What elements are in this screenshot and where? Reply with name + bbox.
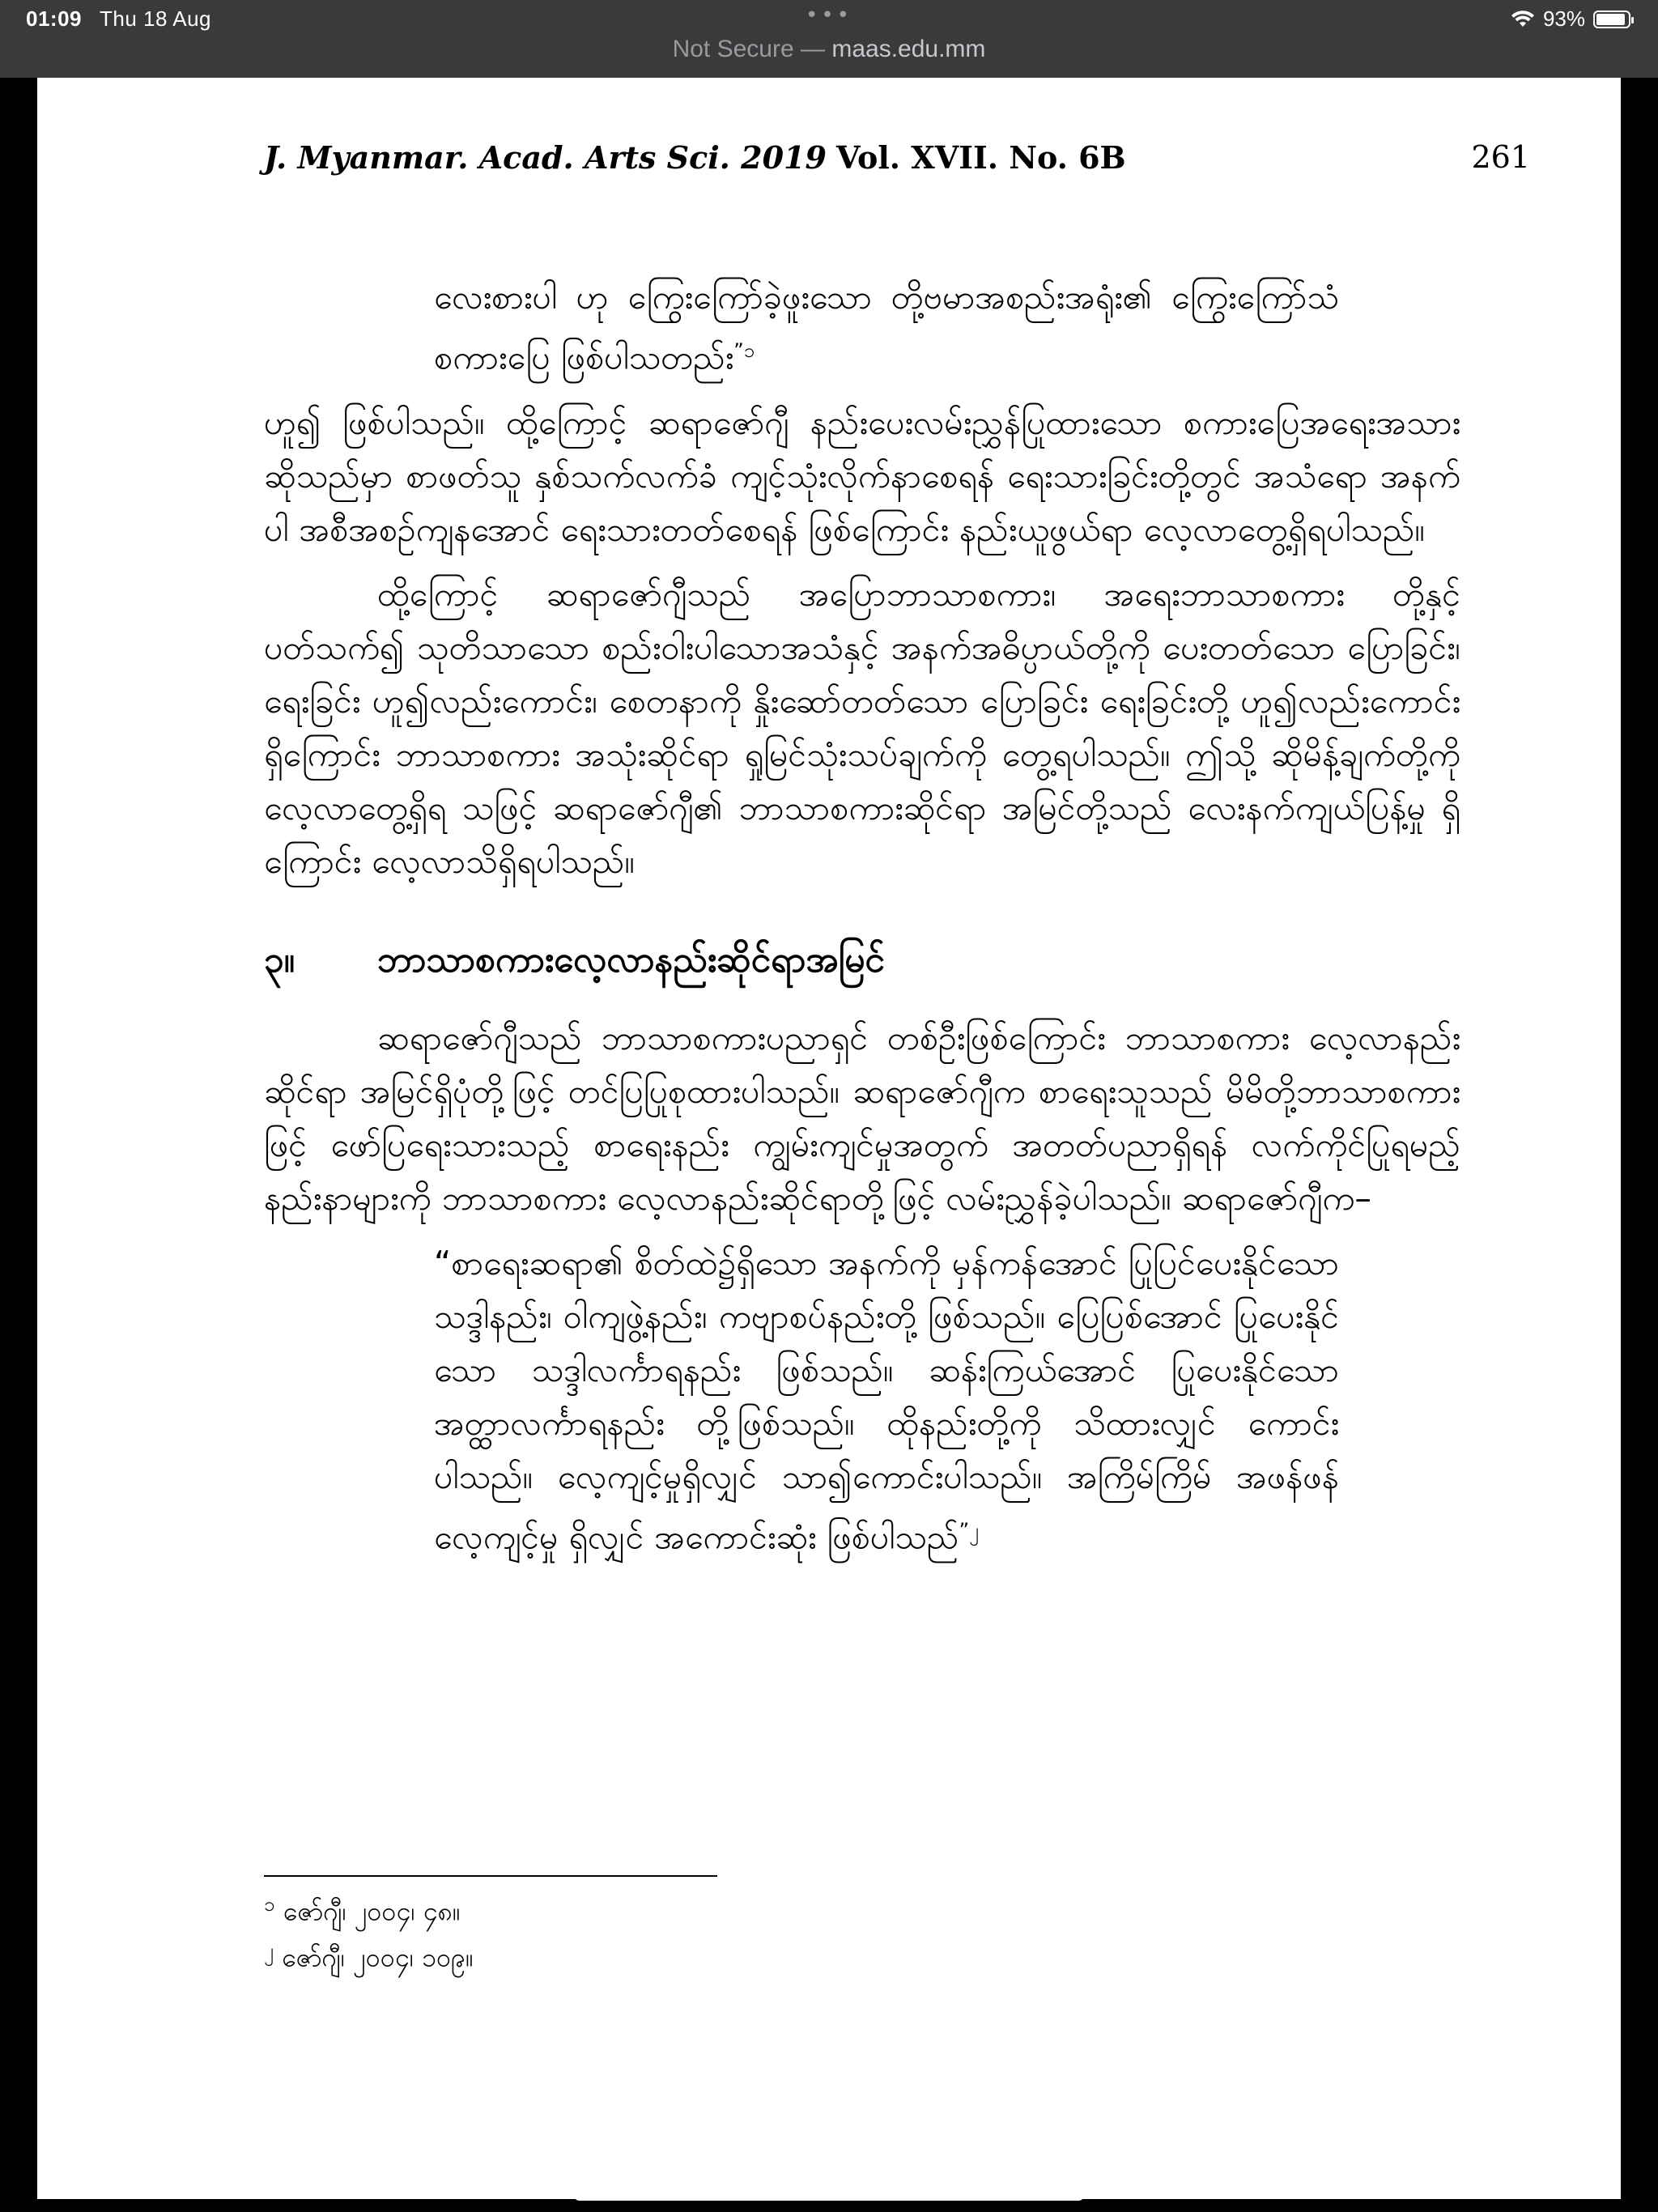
- document-body: [264, 270, 1460, 1575]
- journal-name: J. Myanmar. Acad. Arts Sci. 2019: [264, 139, 827, 176]
- address-bar[interactable]: [0, 36, 1658, 63]
- browser-top-bar: [0, 0, 1658, 78]
- page-header: [264, 139, 1530, 176]
- footnote-divider: [264, 1875, 717, 1877]
- status-date: Thu 18 Aug: [100, 6, 211, 31]
- block-quote-1: [434, 270, 1339, 385]
- status-bar-right: [1511, 6, 1630, 32]
- section-number: ၃။: [264, 938, 295, 981]
- footnote-1-text: ဇော်ဂျီ၊ ၂၀၀၄၊ ၄၈။: [283, 1895, 461, 1927]
- footnote-2-mark: ၂: [264, 1938, 274, 1962]
- wifi-icon: [1511, 11, 1535, 28]
- footnote-2-text: ဇော်ဂျီ၊ ၂၀၀၄၊ ၁၀၉။: [281, 1942, 474, 1973]
- journal-citation: [264, 139, 1126, 176]
- footnotes: [264, 1875, 717, 1976]
- block-quote-2: [434, 1236, 1339, 1564]
- more-options-icon[interactable]: •••: [805, 3, 852, 28]
- footnote-2: [264, 1931, 717, 1977]
- url-domain: maas.edu.mm: [831, 36, 986, 62]
- page-number: 261: [1471, 139, 1530, 175]
- battery-level: [1596, 14, 1625, 25]
- footnote-ref-1[interactable]: ”၁: [733, 339, 755, 362]
- battery-icon: [1593, 11, 1630, 28]
- journal-volume: Vol. XVII. No. 6B: [836, 139, 1126, 176]
- footnote-1-mark: ၁: [264, 1893, 275, 1916]
- quote-1-text: လေးစားပါ ဟု ကြွေးကြော်ခဲ့ဖူးသော တို့ဗမာအစည်းအရုံး၏ ကြွေးကြော်သံစကားပြေ ဖြစ်ပါသတည်း: [434, 278, 1339, 377]
- footnote-ref-2[interactable]: ”၂: [959, 1518, 979, 1542]
- document-page: [37, 78, 1621, 2199]
- paragraph-2: ဟူ၍ ဖြစ်ပါသည်။ ထို့ကြောင့် ဆရာဇော်ဂျီ နည်းပေးလမ်းညွှန်ပြုထားသော စကားပြေအရေးအသား ဆိုသည်မှာ စာဖတ်သူ နှစ်သက်လက်ခံ ကျင့်သုံးလိုက်နာစေရန် ရေးသားခြင်းတို့တွင် အသံရော အနက်ပါ အစီအစဉ်ကျနအောင် ရေးသားတတ်စေရန် ဖြစ်ကြောင်း နည်းယူဖွယ်ရာ လေ့လာတွေ့ရှိရပါသည်။: [264, 402, 1460, 549]
- section-title: ဘာသာစကားလေ့လာနည်းဆိုင်ရာအမြင်: [377, 938, 885, 981]
- footnote-1: [264, 1885, 717, 1931]
- section-heading: [264, 934, 1460, 987]
- home-indicator[interactable]: [575, 2193, 1083, 2201]
- status-time: 01:09: [26, 6, 82, 31]
- security-status: Not Secure —: [672, 36, 825, 62]
- paragraph-4: ဆရာဇော်ဂျီသည် ဘာသာစကားပညာရှင် တစ်ဦးဖြစ်ကြောင်း ဘာသာစကား လေ့လာနည်းဆိုင်ရာ အမြင်ရှိပုံတို့ဖြင့် တင်ပြပြုစုထားပါသည်။ ဆရာဇော်ဂျီက စာရေးသူသည် မိမိတို့ဘာသာစကားဖြင့် ဖော်ပြရေးသားသည့် စာရေးနည်း ကျွမ်းကျင်မှုအတွက် အတတ်ပညာရှိရန် လက်ကိုင်ပြုရမည့် နည်းနာများကို ဘာသာစကား လေ့လာနည်းဆိုင်ရာတို့ဖြင့် လမ်းညွှန်ခဲ့ပါသည်။ ဆရာဇော်ဂျီက–: [264, 1018, 1460, 1218]
- paragraph-3: ထို့ကြောင့် ဆရာဇော်ဂျီသည် အပြောဘာသာစကား၊ အရေးဘာသာစကား တို့နှင့် ပတ်သက်၍ သုတိသာသော စည်းဝါးပါသောအသံနှင့် အနက်အဓိပ္ပာယ်တို့ကို ပေးတတ်သော ပြောခြင်း၊ ရေးခြင်း ဟူ၍လည်းကောင်း၊ စေတနာကို နှိုးဆော်တတ်သော ပြောခြင်း ရေးခြင်းတို့ ဟူ၍လည်းကောင်း ရှိကြောင်း ဘာသာစကား အသုံးဆိုင်ရာ ရှုမြင်သုံးသပ်ချက်ကို တွေ့ရပါသည်။ ဤသို့ ဆိုမိန့်ချက်တို့ကို လေ့လာတွေ့ရှိရ သဖြင့် ဆရာဇော်ဂျီ၏ ဘာသာစကားဆိုင်ရာ အမြင်တို့သည် လေးနက်ကျယ်ပြန့်မှု ရှိကြောင်း လေ့လာသိရှိရပါသည်။: [264, 574, 1460, 881]
- battery-percentage: 93%: [1542, 6, 1585, 31]
- quote-2-text: “စာရေးဆရာ၏ စိတ်ထဲ၌ရှိသော အနက်ကို မှန်ကန်အောင် ပြုပြင်ပေးနိုင်သော သဒ္ဒါနည်း၊ ဝါကျဖွဲ့နည်း၊ ကဗျာစပ်နည်းတို့ ဖြစ်သည်။ ပြေပြစ်အောင် ပြုပေးနိုင်သော သဒ္ဒါလင်္ကာရနည်း ဖြစ်သည်။ ဆန်းကြယ်အောင် ပြုပေးနိုင်သော အတ္ထာလင်္ကာရနည်း တို့ဖြစ်သည်။ ထိုနည်းတို့ကို သိထားလျှင် ကောင်းပါသည်။ လေ့ကျင့်မှုရှိလျှင် သာ၍ကောင်းပါသည်။ အကြိမ်ကြိမ် အဖန်ဖန် လေ့ကျင့်မှု ရှိလျှင် အကောင်းဆုံး ဖြစ်ပါသည်: [434, 1243, 1339, 1557]
